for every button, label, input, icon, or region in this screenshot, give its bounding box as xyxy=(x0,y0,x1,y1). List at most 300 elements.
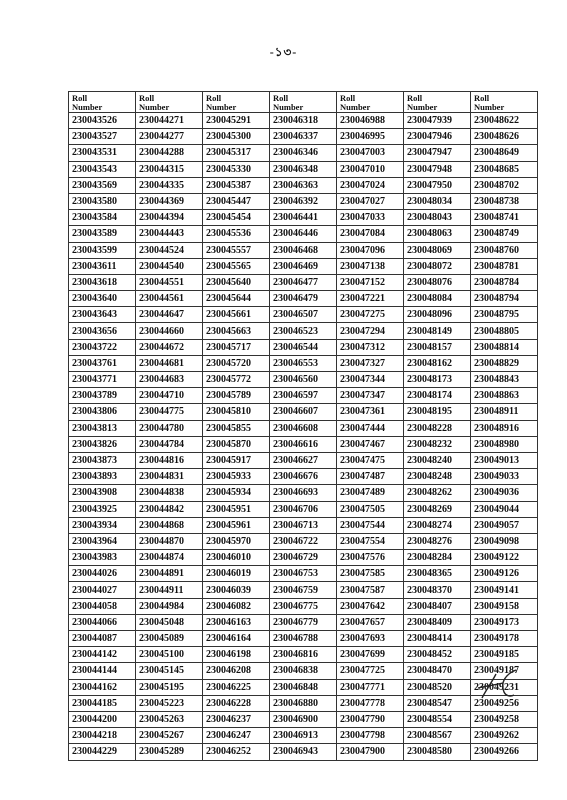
roll-number-cell: 230044185 xyxy=(69,695,136,711)
roll-number-cell: 230047027 xyxy=(337,193,404,209)
roll-number-cell: 230048269 xyxy=(404,501,471,517)
roll-number-cell: 230046468 xyxy=(270,242,337,258)
roll-number-cell: 230045772 xyxy=(203,372,270,388)
roll-number-cell: 230045289 xyxy=(136,744,203,760)
roll-number-cell: 230048195 xyxy=(404,404,471,420)
roll-number-cell: 230044288 xyxy=(136,145,203,161)
roll-number-cell: 230049187 xyxy=(471,663,538,679)
roll-number-cell: 230046779 xyxy=(270,614,337,630)
table-row xyxy=(69,695,538,711)
roll-number-cell: 230049178 xyxy=(471,631,538,647)
column-header-line1: Roll xyxy=(273,93,289,103)
roll-number-cell: 230047693 xyxy=(337,631,404,647)
roll-number-cell: 230048162 xyxy=(404,355,471,371)
roll-number-cell: 230046880 xyxy=(270,695,337,711)
roll-number-cell: 230048096 xyxy=(404,307,471,323)
table-row xyxy=(69,679,538,695)
roll-number-cell: 230043618 xyxy=(69,274,136,290)
roll-number-cell: 230044142 xyxy=(69,647,136,663)
roll-number-cell: 230048248 xyxy=(404,469,471,485)
roll-number-cell: 230045663 xyxy=(203,323,270,339)
table-row xyxy=(69,501,538,517)
roll-number-cell: 230046225 xyxy=(203,679,270,695)
roll-number-cell: 230047327 xyxy=(337,355,404,371)
roll-number-cell: 230048649 xyxy=(471,145,538,161)
roll-number-cell: 230046337 xyxy=(270,129,337,145)
column-header-line1: Roll xyxy=(206,93,222,103)
roll-number-cell: 230046995 xyxy=(337,129,404,145)
roll-number-cell: 230044443 xyxy=(136,226,203,242)
roll-number-cell: 230048063 xyxy=(404,226,471,242)
roll-number-cell: 230045951 xyxy=(203,501,270,517)
table-row xyxy=(69,420,538,436)
roll-number-cell: 230049098 xyxy=(471,533,538,549)
table-row xyxy=(69,598,538,614)
roll-number-cell: 230047096 xyxy=(337,242,404,258)
roll-number-cell: 230043526 xyxy=(69,113,136,129)
roll-number-cell: 230043589 xyxy=(69,226,136,242)
roll-number-cell: 230046713 xyxy=(270,517,337,533)
roll-number-cell: 230046228 xyxy=(203,695,270,711)
table-row xyxy=(69,469,538,485)
roll-number-cell: 230046252 xyxy=(203,744,270,760)
roll-number-cell: 230045267 xyxy=(136,728,203,744)
roll-number-cell: 230044868 xyxy=(136,517,203,533)
roll-number-cell: 230048547 xyxy=(404,695,471,711)
roll-number-cell: 230046816 xyxy=(270,647,337,663)
table-row xyxy=(69,258,538,274)
roll-number-cell: 230046019 xyxy=(203,566,270,582)
roll-number-cell: 230047010 xyxy=(337,161,404,177)
roll-number-cell: 230047900 xyxy=(337,744,404,760)
roll-number-cell: 230043983 xyxy=(69,550,136,566)
roll-number-cell: 230048284 xyxy=(404,550,471,566)
roll-number-cell: 230046753 xyxy=(270,566,337,582)
column-header xyxy=(337,92,404,113)
roll-number-cell: 230045934 xyxy=(203,485,270,501)
roll-number-cell: 230049057 xyxy=(471,517,538,533)
table-row xyxy=(69,291,538,307)
roll-number-cell: 230045640 xyxy=(203,274,270,290)
roll-number-cell: 230045961 xyxy=(203,517,270,533)
table-row xyxy=(69,404,538,420)
roll-number-cell: 230043925 xyxy=(69,501,136,517)
roll-number-cell: 230047361 xyxy=(337,404,404,420)
roll-number-cell: 230043934 xyxy=(69,517,136,533)
roll-number-cell: 230044066 xyxy=(69,614,136,630)
column-header xyxy=(136,92,203,113)
roll-number-cell: 230049173 xyxy=(471,614,538,630)
roll-number-cell: 230046848 xyxy=(270,679,337,695)
roll-number-cell: 230045195 xyxy=(136,679,203,695)
roll-number-cell: 230045263 xyxy=(136,711,203,727)
roll-number-cell: 230049256 xyxy=(471,695,538,711)
roll-number-cell: 230043873 xyxy=(69,452,136,468)
table-row xyxy=(69,711,538,727)
roll-number-cell: 230047725 xyxy=(337,663,404,679)
roll-number-cell: 230047939 xyxy=(404,113,471,129)
roll-number-cell: 230044277 xyxy=(136,129,203,145)
roll-number-cell: 230044087 xyxy=(69,631,136,647)
column-header-line1: Roll xyxy=(340,93,356,103)
column-header-line1: Roll xyxy=(139,93,155,103)
table-row xyxy=(69,388,538,404)
roll-number-cell: 230047585 xyxy=(337,566,404,582)
roll-number-cell: 230048276 xyxy=(404,533,471,549)
roll-number-cell: 230044842 xyxy=(136,501,203,517)
roll-number-cell: 230046988 xyxy=(337,113,404,129)
roll-number-cell: 230044710 xyxy=(136,388,203,404)
roll-number-cell: 230043908 xyxy=(69,485,136,501)
roll-number-cell: 230044775 xyxy=(136,404,203,420)
roll-number-cell: 230044561 xyxy=(136,291,203,307)
roll-number-cell: 230046759 xyxy=(270,582,337,598)
roll-number-cell: 230047344 xyxy=(337,372,404,388)
roll-number-cell: 230045536 xyxy=(203,226,270,242)
roll-number-cell: 230044026 xyxy=(69,566,136,582)
roll-number-cell: 230048240 xyxy=(404,452,471,468)
roll-number-cell: 230046082 xyxy=(203,598,270,614)
roll-number-cell: 230046676 xyxy=(270,469,337,485)
roll-number-cell: 230049231 xyxy=(471,679,538,695)
roll-number-cell: 230044162 xyxy=(69,679,136,695)
roll-number-cell: 230049158 xyxy=(471,598,538,614)
roll-number-cell: 230045661 xyxy=(203,307,270,323)
roll-number-cell: 230046247 xyxy=(203,728,270,744)
roll-number-cell: 230047576 xyxy=(337,550,404,566)
roll-number-cell: 230048365 xyxy=(404,566,471,582)
table-row xyxy=(69,355,538,371)
roll-number-cell: 230045145 xyxy=(136,663,203,679)
column-header xyxy=(471,92,538,113)
roll-number-cell: 230046039 xyxy=(203,582,270,598)
roll-number-cell: 230045644 xyxy=(203,291,270,307)
roll-number-cell: 230048741 xyxy=(471,210,538,226)
roll-number-cell: 230046788 xyxy=(270,631,337,647)
roll-number-cell: 230047948 xyxy=(404,161,471,177)
roll-number-cell: 230047152 xyxy=(337,274,404,290)
roll-number-cell: 230048076 xyxy=(404,274,471,290)
column-header-line2: Number xyxy=(273,101,304,112)
roll-number-cell: 230044271 xyxy=(136,113,203,129)
roll-number-cell: 230044394 xyxy=(136,210,203,226)
roll-number-cell: 230045855 xyxy=(203,420,270,436)
roll-number-cell: 230043527 xyxy=(69,129,136,145)
roll-number-cell: 230046237 xyxy=(203,711,270,727)
roll-number-cell: 230046616 xyxy=(270,436,337,452)
roll-number-cell: 230046729 xyxy=(270,550,337,566)
roll-number-cell: 230048781 xyxy=(471,258,538,274)
roll-number-cell: 230044891 xyxy=(136,566,203,582)
roll-number-cell: 230047544 xyxy=(337,517,404,533)
roll-number-cell: 230046163 xyxy=(203,614,270,630)
table-row xyxy=(69,274,538,290)
roll-number-cell: 230047084 xyxy=(337,226,404,242)
table-row xyxy=(69,372,538,388)
roll-number-cell: 230044315 xyxy=(136,161,203,177)
roll-number-cell: 230045447 xyxy=(203,193,270,209)
roll-number-cell: 230048407 xyxy=(404,598,471,614)
page-number: -১৩- xyxy=(269,45,298,59)
roll-number-cell: 230043543 xyxy=(69,161,136,177)
roll-number-cell: 230048685 xyxy=(471,161,538,177)
roll-number-cell: 230046900 xyxy=(270,711,337,727)
roll-number-cell: 230046346 xyxy=(270,145,337,161)
roll-number-cell: 230048738 xyxy=(471,193,538,209)
roll-number-cell: 230049185 xyxy=(471,647,538,663)
table-body xyxy=(69,113,538,761)
roll-number-cell: 230048805 xyxy=(471,323,538,339)
roll-number-cell: 230047294 xyxy=(337,323,404,339)
roll-number-cell: 230044660 xyxy=(136,323,203,339)
roll-number-cell: 230047950 xyxy=(404,177,471,193)
roll-number-cell: 230044870 xyxy=(136,533,203,549)
roll-number-cell: 230048814 xyxy=(471,339,538,355)
roll-number-cell: 230044058 xyxy=(69,598,136,614)
roll-number-cell: 230044540 xyxy=(136,258,203,274)
roll-number-cell: 230049044 xyxy=(471,501,538,517)
table-row xyxy=(69,663,538,679)
column-header-line2: Number xyxy=(474,101,505,112)
roll-number-cell: 230043580 xyxy=(69,193,136,209)
roll-number-cell: 230045387 xyxy=(203,177,270,193)
table-row xyxy=(69,452,538,468)
table-row xyxy=(69,210,538,226)
roll-number-cell: 230048520 xyxy=(404,679,471,695)
roll-number-cell: 230047444 xyxy=(337,420,404,436)
roll-number-cell: 230048829 xyxy=(471,355,538,371)
column-header-line2: Number xyxy=(340,101,371,112)
column-header xyxy=(404,92,471,113)
roll-number-table xyxy=(68,91,538,761)
roll-number-cell: 230047798 xyxy=(337,728,404,744)
roll-number-cell: 230049036 xyxy=(471,485,538,501)
roll-number-cell: 230049013 xyxy=(471,452,538,468)
roll-number-cell: 230046010 xyxy=(203,550,270,566)
roll-number-cell: 230045300 xyxy=(203,129,270,145)
roll-number-cell: 230047657 xyxy=(337,614,404,630)
table-row xyxy=(69,647,538,663)
roll-number-cell: 230047642 xyxy=(337,598,404,614)
roll-number-cell: 230048980 xyxy=(471,436,538,452)
roll-number-cell: 230048034 xyxy=(404,193,471,209)
table-row xyxy=(69,550,538,566)
roll-number-cell: 230046607 xyxy=(270,404,337,420)
roll-number-cell: 230044838 xyxy=(136,485,203,501)
roll-number-cell: 230043964 xyxy=(69,533,136,549)
roll-number-cell: 230043826 xyxy=(69,436,136,452)
roll-number-cell: 230047138 xyxy=(337,258,404,274)
roll-number-cell: 230046943 xyxy=(270,744,337,760)
roll-number-cell: 230043640 xyxy=(69,291,136,307)
roll-number-cell: 230048274 xyxy=(404,517,471,533)
roll-number-cell: 230045810 xyxy=(203,404,270,420)
roll-number-cell: 230046627 xyxy=(270,452,337,468)
roll-number-cell: 230046477 xyxy=(270,274,337,290)
roll-number-cell: 230049126 xyxy=(471,566,538,582)
roll-number-cell: 230048911 xyxy=(471,404,538,420)
table-row xyxy=(69,161,538,177)
roll-number-cell: 230049141 xyxy=(471,582,538,598)
roll-number-cell: 230047275 xyxy=(337,307,404,323)
roll-number-cell: 230045970 xyxy=(203,533,270,549)
roll-number-cell: 230046164 xyxy=(203,631,270,647)
roll-number-cell: 230043569 xyxy=(69,177,136,193)
roll-number-cell: 230048174 xyxy=(404,388,471,404)
roll-number-cell: 230045317 xyxy=(203,145,270,161)
roll-number-cell: 230047489 xyxy=(337,485,404,501)
roll-number-cell: 230049262 xyxy=(471,728,538,744)
roll-number-cell: 230048409 xyxy=(404,614,471,630)
roll-number-cell: 230046544 xyxy=(270,339,337,355)
roll-number-cell: 230044780 xyxy=(136,420,203,436)
roll-number-cell: 230049122 xyxy=(471,550,538,566)
roll-number-cell: 230048072 xyxy=(404,258,471,274)
column-header xyxy=(203,92,270,113)
table-row xyxy=(69,242,538,258)
roll-number-cell: 230046348 xyxy=(270,161,337,177)
table-row xyxy=(69,485,538,501)
column-header-line2: Number xyxy=(407,101,438,112)
roll-number-cell: 230048149 xyxy=(404,323,471,339)
column-header-line1: Roll xyxy=(72,93,88,103)
roll-number-cell: 230045720 xyxy=(203,355,270,371)
roll-number-cell: 230048784 xyxy=(471,274,538,290)
roll-number-cell: 230048749 xyxy=(471,226,538,242)
table-row xyxy=(69,436,538,452)
roll-number-cell: 230045557 xyxy=(203,242,270,258)
roll-number-cell: 230047699 xyxy=(337,647,404,663)
roll-number-cell: 230046198 xyxy=(203,647,270,663)
column-header-line1: Roll xyxy=(474,93,490,103)
table-row xyxy=(69,339,538,355)
roll-number-cell: 230045789 xyxy=(203,388,270,404)
table-row xyxy=(69,728,538,744)
roll-number-cell: 230045870 xyxy=(203,436,270,452)
roll-number-cell: 230045048 xyxy=(136,614,203,630)
roll-number-cell: 230048232 xyxy=(404,436,471,452)
roll-number-cell: 230045454 xyxy=(203,210,270,226)
roll-number-cell: 230046318 xyxy=(270,113,337,129)
roll-number-cell: 230046507 xyxy=(270,307,337,323)
roll-number-cell: 230049033 xyxy=(471,469,538,485)
roll-number-cell: 230045933 xyxy=(203,469,270,485)
roll-number-cell: 230047475 xyxy=(337,452,404,468)
roll-number-cell: 230044984 xyxy=(136,598,203,614)
roll-number-cell: 230044784 xyxy=(136,436,203,452)
roll-number-cell: 230043656 xyxy=(69,323,136,339)
roll-number-cell: 230047467 xyxy=(337,436,404,452)
roll-number-cell: 230047221 xyxy=(337,291,404,307)
roll-number-cell: 230048554 xyxy=(404,711,471,727)
roll-number-cell: 230044369 xyxy=(136,193,203,209)
roll-number-cell: 230044218 xyxy=(69,728,136,744)
roll-number-cell: 230048262 xyxy=(404,485,471,501)
roll-number-cell: 230043893 xyxy=(69,469,136,485)
roll-number-cell: 230044229 xyxy=(69,744,136,760)
roll-number-cell: 230043806 xyxy=(69,404,136,420)
roll-number-cell: 230044816 xyxy=(136,452,203,468)
table-row xyxy=(69,113,538,129)
roll-number-cell: 230047024 xyxy=(337,177,404,193)
roll-number-cell: 230046441 xyxy=(270,210,337,226)
roll-number-cell: 230046469 xyxy=(270,258,337,274)
signature-icon xyxy=(476,668,518,702)
roll-number-cell: 230047947 xyxy=(404,145,471,161)
roll-number-cell: 230047505 xyxy=(337,501,404,517)
table-row xyxy=(69,323,538,339)
roll-number-cell: 230044200 xyxy=(69,711,136,727)
roll-number-cell: 230044144 xyxy=(69,663,136,679)
roll-number-cell: 230043722 xyxy=(69,339,136,355)
roll-number-cell: 230045291 xyxy=(203,113,270,129)
roll-number-cell: 230044551 xyxy=(136,274,203,290)
roll-number-cell: 230043813 xyxy=(69,420,136,436)
table-row xyxy=(69,177,538,193)
roll-number-cell: 230047790 xyxy=(337,711,404,727)
roll-number-cell: 230049266 xyxy=(471,744,538,760)
table-row xyxy=(69,307,538,323)
table-row xyxy=(69,631,538,647)
table-row xyxy=(69,145,538,161)
roll-number-cell: 230046446 xyxy=(270,226,337,242)
roll-number-cell: 230048795 xyxy=(471,307,538,323)
roll-number-cell: 230044647 xyxy=(136,307,203,323)
roll-number-cell: 230044911 xyxy=(136,582,203,598)
roll-number-cell: 230048843 xyxy=(471,372,538,388)
roll-number-cell: 230044831 xyxy=(136,469,203,485)
roll-number-cell: 230048370 xyxy=(404,582,471,598)
roll-number-cell: 230043771 xyxy=(69,372,136,388)
roll-number-cell: 230049258 xyxy=(471,711,538,727)
roll-number-cell: 230048173 xyxy=(404,372,471,388)
roll-number-cell: 230044027 xyxy=(69,582,136,598)
roll-number-cell: 230046523 xyxy=(270,323,337,339)
column-header-line1: Roll xyxy=(407,93,423,103)
roll-number-cell: 230043643 xyxy=(69,307,136,323)
roll-number-cell: 230045717 xyxy=(203,339,270,355)
roll-number-cell: 230046363 xyxy=(270,177,337,193)
roll-number-cell: 230048470 xyxy=(404,663,471,679)
roll-number-cell: 230048157 xyxy=(404,339,471,355)
column-header-line2: Number xyxy=(206,101,237,112)
roll-number-cell: 230047771 xyxy=(337,679,404,695)
table-row xyxy=(69,193,538,209)
table-row xyxy=(69,129,538,145)
table-row xyxy=(69,614,538,630)
roll-number-cell: 230043531 xyxy=(69,145,136,161)
roll-number-cell: 230046597 xyxy=(270,388,337,404)
table-row xyxy=(69,566,538,582)
roll-number-cell: 230048626 xyxy=(471,129,538,145)
roll-number-cell: 230044335 xyxy=(136,177,203,193)
roll-number-cell: 230046913 xyxy=(270,728,337,744)
roll-number-cell: 230047003 xyxy=(337,145,404,161)
roll-number-cell: 230043789 xyxy=(69,388,136,404)
roll-number-cell: 230045223 xyxy=(136,695,203,711)
roll-number-cell: 230046838 xyxy=(270,663,337,679)
roll-number-cell: 230047312 xyxy=(337,339,404,355)
roll-number-cell: 230048069 xyxy=(404,242,471,258)
roll-number-cell: 230048043 xyxy=(404,210,471,226)
roll-number-cell: 230048567 xyxy=(404,728,471,744)
table-row xyxy=(69,744,538,760)
roll-number-cell: 230046208 xyxy=(203,663,270,679)
roll-number-cell: 230047347 xyxy=(337,388,404,404)
table-row xyxy=(69,582,538,598)
roll-number-cell: 230047554 xyxy=(337,533,404,549)
roll-number-cell: 230048760 xyxy=(471,242,538,258)
